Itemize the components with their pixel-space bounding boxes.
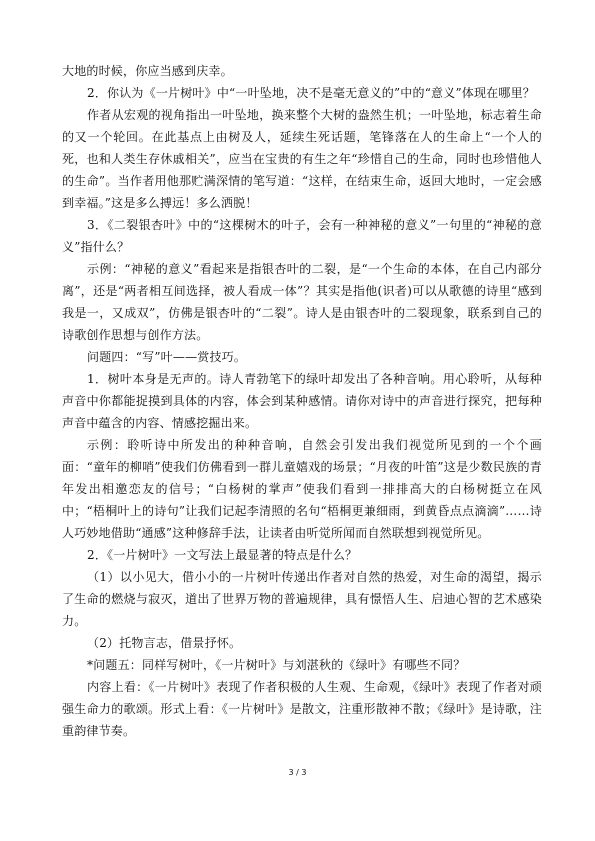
document-body xyxy=(62,60,542,742)
paragraph: *问题五：同样写树叶，《一片树叶》与刘湛秋的《绿叶》有哪些不同？ xyxy=(87,658,466,672)
page-number: 3 / 3 xyxy=(288,768,307,777)
paragraph: 2．你认为《一片树叶》中“一叶坠地，决不是毫无意义的”中的“意义”体现在哪里？ xyxy=(87,86,535,100)
paragraph: 1．树叶本身是无声的。诗人青勃笔下的绿叶却发出了各种音响。用心聆听，从每种声音中你都能捉摸到具体的内容，体会到某种感情。请你对诗中的声音进行探究，把每种声音中蕴含的内容、情感挖掘出来。 xyxy=(62,372,542,430)
paragraph: 大地的时候，你应当感到庆幸。 xyxy=(62,64,233,78)
paragraph: 3．《二裂银杏叶》中的“这棵树木的叶子，会有一种神秘的意义”一句里的“神秘的意义”指什么？ xyxy=(62,218,542,254)
paragraph: 内容上看：《一片树叶》表现了作者积极的人生观、生命观，《绿叶》表现了作者对顽强生命力的歌颂。形式上看：《一片树叶》是散文，注重形散神不散；《绿叶》是诗歌，注重韵律节奏。 xyxy=(62,680,542,738)
paragraph: 问题四：“写”叶——赏技巧。 xyxy=(87,350,247,364)
paragraph: （2）托物言志，借景抒怀。 xyxy=(87,636,242,650)
paragraph: 示例：聆听诗中所发出的种种音响，自然会引发出我们视觉所见到的一个个画面：“童年的柳哨”使我们仿佛看到一群儿童嬉戏的场景；“月夜的叶笛”这是少数民族的青年发出相邀恋友的信号；“白杨树的掌声”使我们看到一排排高大的白杨树挺立在风中；“梧桐叶上的诗句”让我们记起李清照的名句“梧桐更兼细雨，到黄昏点点滴滴”……诗人巧妙地借助“通感”这种修辞手法，让读者由听觉所闻而自然联想到视觉所见。 xyxy=(62,438,542,540)
paragraph: 示例：“神秘的意义”看起来是指银杏叶的二裂，是“一个生命的本体，在自己内部分离”，还是“两者相互间选择，被人看成一体”？其实是指他(识者)可以从歌德的诗里“感到我是一，又成双”，仿佛是银杏叶的“二裂”。诗人是由银杏叶的二裂现象，联系到自己的诗歌创作思想与创作方法。 xyxy=(62,262,542,342)
paragraph: 2．《一片树叶》一文写法上最显著的特点是什么？ xyxy=(87,548,358,562)
paragraph: 作者从宏观的视角指出一叶坠地，换来整个大树的盎然生机；一叶坠地，标志着生命的又一个轮回。在此基点上由树及人，延续生死话题，笔锋落在人的生命上“一个人的死，也和人类生存休戚相关”，应当在宝贵的有生之年“珍惜自己的生命，同时也珍惜他人的生命”。当作者用他那贮满深情的笔写道：“这样，在结束生命，返回大地时，一定会感到幸福。”这是多么搏远！多么洒脱！ xyxy=(62,108,542,210)
paragraph: （1）以小见大，借小小的一片树叶传递出作者对自然的热爱，对生命的渴望，揭示了生命的燃烧与寂灭，道出了世界万物的普遍规律，具有憬悟人生、启迪心智的艺术感染力。 xyxy=(62,570,542,628)
